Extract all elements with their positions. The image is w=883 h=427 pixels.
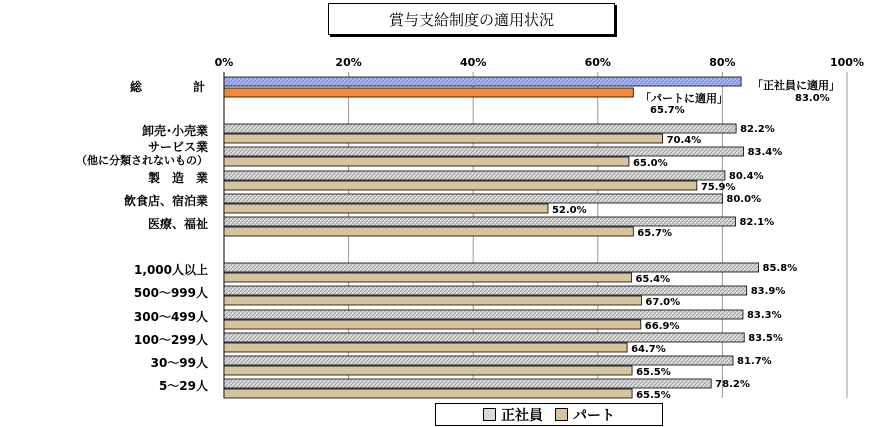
bar-part xyxy=(224,366,632,375)
x-tick-label: 100% xyxy=(830,56,864,69)
category-label: サービス業 xyxy=(147,140,208,154)
annotation-part-value: 65.7% xyxy=(650,105,685,116)
value-label-part: 65.7% xyxy=(637,228,673,239)
value-label-part: 65.5% xyxy=(636,390,671,401)
bar-total-part xyxy=(224,88,633,97)
value-label-regular: 83.4% xyxy=(747,147,783,158)
annotation-regular: 「正社員に適用」 xyxy=(752,79,840,92)
value-label-regular: 85.8% xyxy=(762,263,798,274)
x-tick-label: 60% xyxy=(584,56,611,69)
value-label-regular: 80.0% xyxy=(726,194,762,205)
bar-regular xyxy=(224,147,744,156)
value-label-regular: 83.3% xyxy=(746,310,782,321)
value-label-regular: 83.9% xyxy=(750,286,786,297)
value-label-part: 66.9% xyxy=(644,321,680,332)
legend-label-regular: 正社員 xyxy=(501,407,543,424)
category-label: 30～99人 xyxy=(150,356,208,370)
value-label-part: 65.5% xyxy=(636,367,671,378)
category-label-total-2: 計 xyxy=(193,80,206,94)
value-label-part: 52.0% xyxy=(551,205,587,216)
annotation-regular-value: 83.0% xyxy=(795,93,830,104)
chart-title-text: 賞与支給制度の適用状況 xyxy=(388,10,554,29)
legend-item-regular xyxy=(483,405,543,425)
bar-part xyxy=(224,157,629,166)
category-label: 5～29人 xyxy=(158,379,208,393)
category-label: 製 造 業 xyxy=(147,171,208,185)
value-label-part: 64.7% xyxy=(631,344,666,355)
category-label: 飲食店、宿泊業 xyxy=(123,194,208,208)
bar-regular xyxy=(224,310,743,319)
bar-regular xyxy=(224,171,725,180)
category-label: 1,000人以上 xyxy=(134,263,208,277)
category-label: 卸売･小売業 xyxy=(141,124,208,138)
bar-regular xyxy=(224,356,733,365)
x-tick-label: 40% xyxy=(460,56,487,69)
bar-part xyxy=(224,227,633,236)
bar-regular xyxy=(224,263,759,272)
bar-part xyxy=(224,320,641,329)
legend-swatch-part xyxy=(555,408,568,421)
value-label-regular: 82.1% xyxy=(739,217,775,228)
bar-part xyxy=(224,296,641,305)
category-sublabel: （他に分類されないもの） xyxy=(76,154,208,167)
bar-part xyxy=(224,181,697,190)
value-label-regular: 83.5% xyxy=(748,333,783,344)
value-label-part: 65.4% xyxy=(635,274,671,285)
x-tick-label: 80% xyxy=(709,56,736,69)
value-label-part: 65.0% xyxy=(632,158,668,169)
x-tick-label: 0% xyxy=(214,56,234,69)
bar-part xyxy=(224,204,548,213)
legend-label-part: パート xyxy=(573,407,615,424)
legend-item-part xyxy=(555,405,615,425)
category-label: 500～999人 xyxy=(133,286,208,300)
bar-part xyxy=(224,134,663,143)
value-label-regular: 82.2% xyxy=(740,124,775,135)
bar-part xyxy=(224,273,631,282)
value-label-part: 75.9% xyxy=(700,182,736,193)
bar-part xyxy=(224,389,632,398)
bar-regular xyxy=(224,333,744,342)
bar-regular xyxy=(224,194,722,203)
x-tick-label: 20% xyxy=(335,56,362,69)
bar-regular xyxy=(224,124,736,133)
category-label-total-1: 総 xyxy=(130,80,143,94)
bar-regular xyxy=(224,286,747,295)
value-label-regular: 80.4% xyxy=(728,171,764,182)
category-label: 100～299人 xyxy=(133,333,208,347)
bar-regular xyxy=(224,379,711,388)
bar-part xyxy=(224,343,627,352)
value-label-part: 70.4% xyxy=(666,135,702,146)
bar-total-regular xyxy=(224,77,741,86)
category-label: 医療、福祉 xyxy=(147,217,208,231)
value-label-part: 67.0% xyxy=(645,297,681,308)
bar-regular xyxy=(224,217,735,226)
value-label-regular: 81.7% xyxy=(736,356,772,367)
category-label: 300～499人 xyxy=(133,310,208,324)
legend xyxy=(435,403,663,426)
value-label-regular: 78.2% xyxy=(715,379,750,390)
legend-swatch-regular xyxy=(483,408,496,421)
annotation-part: 「パートに適用」 xyxy=(640,92,728,105)
